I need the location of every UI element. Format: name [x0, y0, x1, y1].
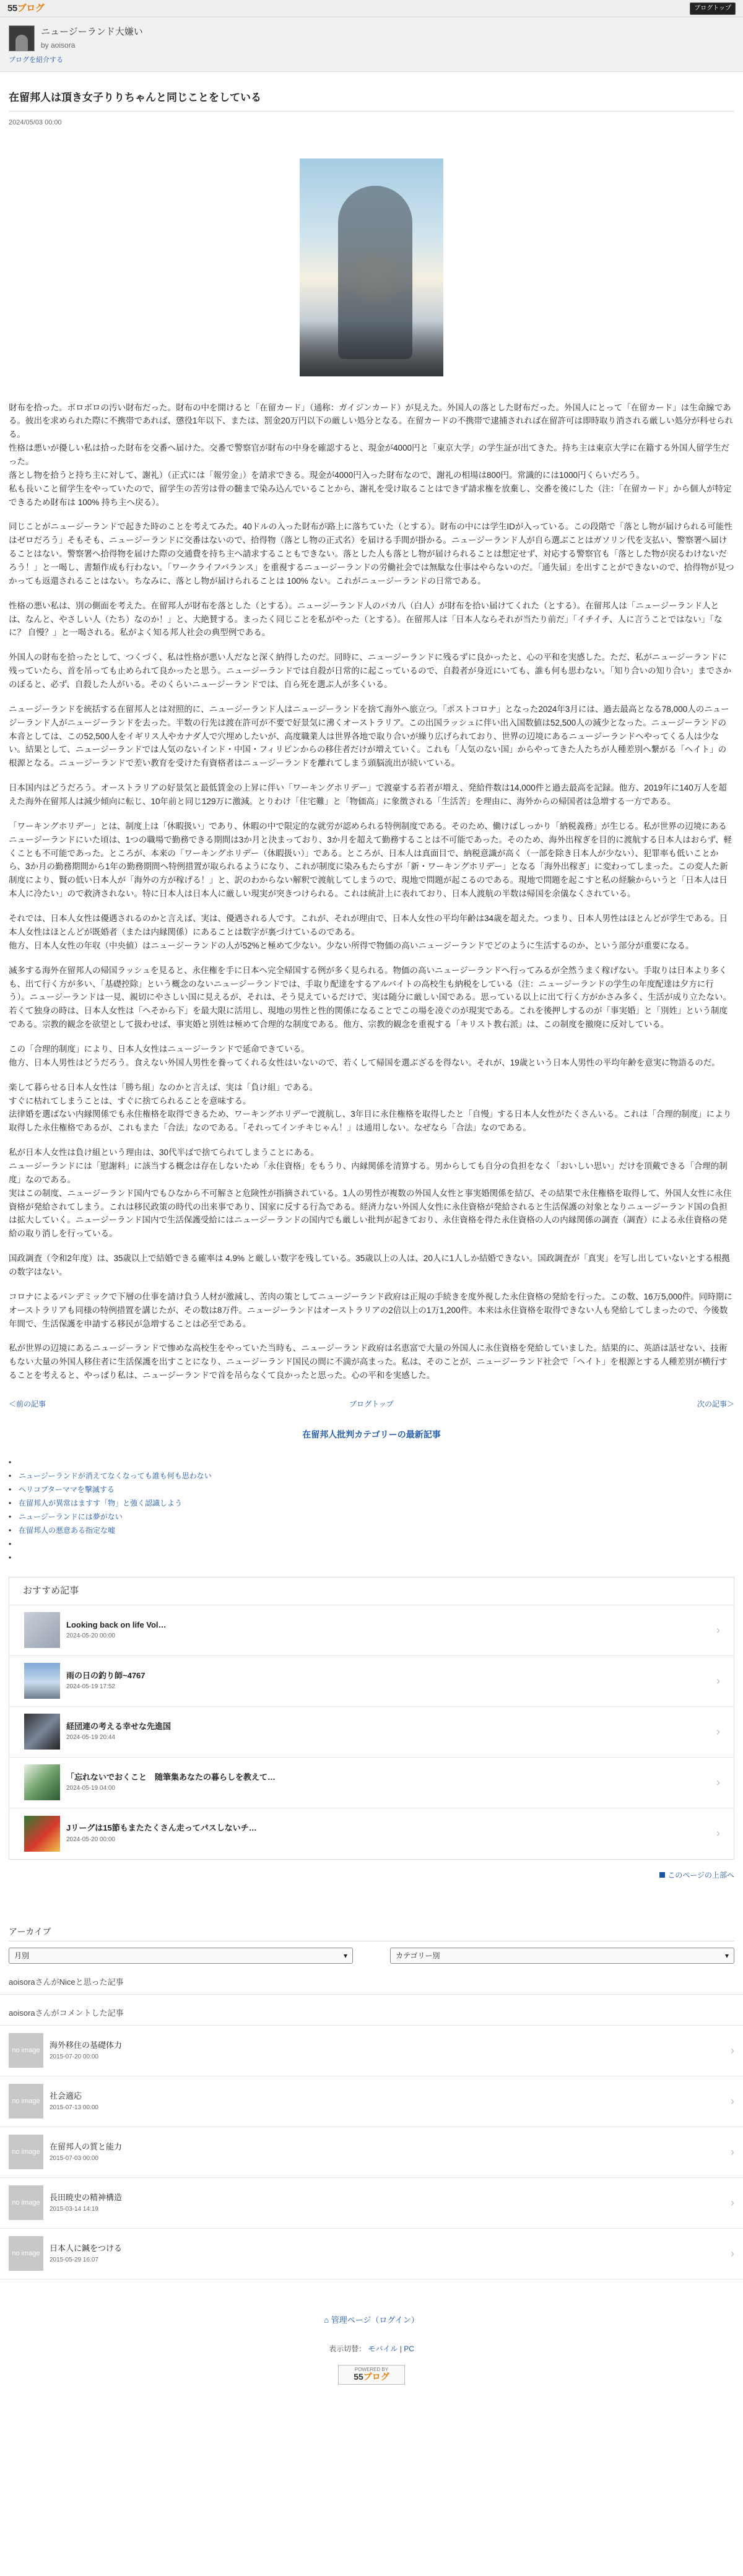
article-date: 2024/05/03 00:00: [9, 118, 62, 126]
category-article-list: [0, 1455, 743, 1564]
category-article-link[interactable]: ニュージーランドが消えてなくなっても誰も何も思わない: [19, 1471, 212, 1480]
archive-category-select[interactable]: [390, 1948, 734, 1964]
nice-articles-heading: aoisoraさんがNiceと思った記事: [0, 1976, 743, 1995]
commented-articles-heading: aoisoraさんがコメントした記事: [0, 2007, 743, 2026]
article-thumbnail[interactable]: [24, 1816, 60, 1852]
article-paragraph: [9, 1342, 734, 1382]
no-image-placeholder: no image: [9, 2185, 43, 2220]
category-article-link[interactable]: 在留邦人が異常はますす「物」と強く認識しよう: [19, 1498, 183, 1507]
article-paragraph: [9, 1043, 734, 1070]
article: [0, 72, 743, 1382]
article-paragraph: [9, 964, 734, 1031]
paragraph-line: 滅多する海外在留邦人の帰国ラッシュを見ると、永住権を手に日本へ完全帰国する例が多く見られる。物価の高いニュージーランドへ行ってみるが全然うまく稼げない。手取りは日本より多くも、出て行く方が多い、「基礎控除」という概念のないニュージーランドでは、手取り配達をするアルバイトの高校生も納税をしている（注：ニュージーランドの学生の年度配達は夕方に行う）。ニュージーランドは一見、親切にやさしい国に見えるが、それは、そう見えているだけで、実は随分に厳しい国である。思っている以上に出て行く方がかさみ多く、生活が成り立たない。若くて独身の時は、日本人女性は「ヘそから下」を最大限に活用し、現地の男性と性的関係になることでこの場を凌ぐのが現実である。これを後押しするのが「事実婚」と「別姓」という制度である。宗教的観念を欲望として扱わせば、事実婚と別姓は極めて合理的な制度である。他方、宗教的観念を重視する「キリスト教右派」は、この制度を撤廃に反対している。: [9, 965, 731, 1030]
commented-date: 2015-05-29 16:07: [50, 2256, 98, 2263]
category-article-item: [9, 1483, 734, 1496]
bullet-icon: •: [9, 1498, 12, 1507]
mobile-view-link[interactable]: モバイル: [368, 2344, 398, 2353]
recommended-item[interactable]: [9, 1656, 734, 1707]
paragraph-line: 性格は悪いが優しい私は拾った財布を交番へ届けた。交番で警察官が財布の中身を確認すると、現金が4000円と「東京大学」の学生証が出てきた。持ち主は東京大学に在籍する外国人留学生だった。: [9, 443, 730, 466]
article-paragraph: [9, 1146, 734, 1241]
article-body: [9, 401, 734, 1382]
article-paragraph: [9, 1081, 734, 1135]
blog-name[interactable]: ニュージーランド大嫌い: [41, 27, 143, 37]
commented-title[interactable]: 海外移住の基礎体力: [50, 2040, 123, 2050]
paragraph-line: 性格の悪い私は、別の側面を考えた。在留邦人が財布を落とした（とする）。ニュージーランド人のバカ八（白人）が財布を拾い届けてくれた（とする）。在留邦人は「ニュージーランド人とは、なんと、やさしい人（たち）なのか！」と、大絶賛する。まったく同じことを私がやった（とする）。在留邦人は「日本人ならそれが当たり前だ」「イチイチ、人に言うことではない」「なに？ 自慢？」と一喝される。私がよく知る邦人社会の典型例である。: [9, 601, 723, 638]
commented-item[interactable]: [0, 2178, 743, 2229]
footer-logo-text: 55ブログ: [354, 2372, 389, 2382]
chevron-right-icon: ›: [716, 1827, 720, 1840]
category-article-link[interactable]: ヘリコプターママを撃滅する: [19, 1485, 115, 1494]
category-latest-title[interactable]: 在留邦人批判カテゴリーの最新記事: [302, 1429, 441, 1440]
monthly-select-value: 月別: [14, 1951, 30, 1960]
bullet-icon: •: [9, 1485, 12, 1494]
recommended-date: 2024-05-19 20:44: [66, 1734, 115, 1741]
chevron-right-icon: ›: [731, 2247, 734, 2260]
paragraph-line: 実はこの制度、ニュージーランド国内でもひなから不可解さと危険性が指摘されている。1人の男性が複数の外国人女性と事実婚関係を結び、その結果で永住権格を取得して、外国人女性に永住資格が発給されてしまう。これは移民政策の時代の出来事であり、国家に反する行為である。経済力ない外国人女性に永住資格が発給されると生活保護の対象となりニュージーランド国の負担は拡大していく。ニュージーランド国内で生活保護受給にはニュージーランドの国内でも厳しい批判が起きており、永住資格を得た永住資格の人の内縁関係の調査（調査）による永住資格の発給の取り消しを行っている。: [9, 1188, 732, 1239]
paragraph-line: 同じことがニュージーランドで起きた時のことを考えてみた。40ドルの入った財布が路上に落ちていた（とする）。財布の中には学生IDが入っている。この段階で「落とし物が届けられる可能性はゼロだろう」そもそも、ニュージーランドに交番はないので、拾得物（落とし物の正式名）を届ける手間が掛かる。ニュージーランド人が自ら選ぶことはガソリン代を支払い、警察署へ届けることはない。警察署へ拾得物を届けた際の交通費を持ち主へ請求することもできない。落とした人も落とし物が届けられることは想定せず、対応する警察官も「落とした物が戻るわけないだろう！」と一喝し、書類作成も行わない。「ワークライフバランス」を重視するニュージーランドの労働社会では無駄な仕事はやらないのだ。「通失届」を出すことができないので、拾得物が見つかっても返還されることはない。ちなみに、落とし物が届けられることは 100% ない。これがニュージーランドの日常である。: [9, 522, 734, 586]
archive-monthly-select[interactable]: [9, 1948, 353, 1964]
article-thumbnail[interactable]: [24, 1764, 60, 1800]
commented-articles-list: [0, 2026, 743, 2279]
chevron-right-icon: ›: [716, 1725, 720, 1738]
article-paragraph: [9, 520, 734, 588]
recommended-articles: [9, 1577, 734, 1860]
bullet-icon: •: [9, 1525, 12, 1535]
commented-title[interactable]: 長田暁史の精神構造: [50, 2192, 123, 2202]
recommended-date: 2024-05-20 00:00: [66, 1633, 115, 1640]
chevron-right-icon: ›: [716, 1674, 720, 1687]
article-title: 在留邦人は頂き女子りりちゃんと同じことをしている: [9, 72, 734, 111]
category-article-item: [9, 1510, 734, 1524]
powered-by-text: POWERED BY: [354, 2367, 389, 2373]
paragraph-line: すぐに枯れてしまうことは、すぐに捨てられることを意味する。: [9, 1096, 251, 1106]
recommended-title[interactable]: Looking back on life Vol…: [66, 1620, 167, 1629]
tree-silhouette: [300, 321, 443, 376]
article-thumbnail[interactable]: [24, 1663, 60, 1699]
article-paragraph: [9, 781, 734, 809]
paragraph-line: 財布を拾った。ボロボロの汚い財布だった。財布の中を開けると「在留カード」（通称：ガイジンカード）が見えた。外国人の落とした財布だった。外国人にとって「在留カード」は生命線である。彼出を求められた際に不携帯であれば、懲役1年以下、または、罰金20万円以下の厳しい処分となる。在留カードの不携帯で逮捕されれば在留許可は即時取り消される厳しい処分が科せられる。: [9, 402, 734, 440]
commented-item[interactable]: [0, 2026, 743, 2076]
article-paragraph: [9, 912, 734, 953]
chevron-right-icon: ›: [731, 2044, 734, 2057]
footer-logo[interactable]: [338, 2365, 405, 2385]
commented-title[interactable]: 社会適応: [50, 2091, 82, 2101]
no-image-placeholder: no image: [9, 2236, 43, 2271]
recommended-date: 2024-05-20 00:00: [66, 1836, 115, 1843]
article-thumbnail[interactable]: [24, 1612, 60, 1648]
chevron-right-icon: ›: [731, 2196, 734, 2209]
article-paragraph: [9, 820, 734, 901]
article-paragraph: [9, 1252, 734, 1279]
category-article-item: [9, 1469, 734, 1483]
recommended-item[interactable]: [9, 1758, 734, 1808]
recommended-item[interactable]: [9, 1707, 734, 1758]
no-image-placeholder: no image: [9, 2033, 43, 2068]
article-paragraph: [9, 1290, 734, 1331]
article-paragraph: [9, 651, 734, 692]
no-image-placeholder: no image: [9, 2084, 43, 2118]
admin-login-link[interactable]: 管理ページ（ログイン）: [331, 2315, 419, 2325]
no-image-placeholder: no image: [9, 2135, 43, 2169]
article-paragraph: [9, 401, 734, 510]
chevron-right-icon: ›: [731, 2094, 734, 2107]
recommended-item[interactable]: [9, 1605, 734, 1656]
paragraph-line: 楽して暮らせる日本人女性は「勝ち組」なのかと言えば、実は「負け組」である。: [9, 1082, 318, 1092]
paragraph-line: 法律婚を選ばない内縁関係でも永住権格を取得できるため、ワーキングホリデーで渡航し、3年目に永住権格を取得したと「自慢」する日本人女性がたくさんいる。これは「合理的制度」により取得した永住権格であるが、これもまた「合法」なのである。「それってインチキじゃん！」は通用しない。なぜなら「合法」なのである。: [9, 1109, 732, 1133]
recommended-heading: おすすめ記事: [9, 1577, 734, 1605]
recommended-item[interactable]: [9, 1808, 734, 1859]
chevron-right-icon: ›: [731, 2145, 734, 2158]
bullet-icon: •: [9, 1471, 12, 1480]
paragraph-line: 私も長いこと留学生をやっていたので、留学生の苦労は骨の髄まで染み込んでいることから、謝礼を受け取ることはできず請求権を放棄し、交番を後にした（注：「在留カード」から個人が特定できるため財布は 100% 持ち主へ戻る）。: [9, 484, 732, 507]
archive-heading: アーカイブ: [9, 1925, 734, 1941]
paragraph-line: この「合理的制度」により、日本人女性はニュージーランドで延命できている。: [9, 1044, 310, 1054]
site-logo[interactable]: 55ブログ: [7, 2, 45, 14]
page-top-row: [0, 1860, 743, 1881]
archive-section: [0, 1925, 743, 1964]
category-article-item: [9, 1496, 734, 1510]
paragraph-line: ニュージーランドを統括する在留邦人とは対照的に、ニュージーランド人はニュージーランドを捨て海外へ旅立つ。「ポストコロナ」となった2024年3月には、過去最高となる78,000人のニュージーランド人がニュージーランドを去った。半数の行先は渡在許可が不要で好景気に沸くオーストラリア。この出国ラッシュに伴い出入国数値は52,500人の減少となった。ニュージーランドの本音としては、この52,500人をイギリス人やカナダ人で穴埋めしたいが、高度職業人は世界各地で取り合いが繰り広げられており、世界の辺境にあるニュージーランドへやってくる人は少ない。結果として、ニュージーランドでは人気のないインド・中国・フィリピンからの移住者だけが増えていく。これも「人気のない国」からやってきた人たちが人種差別へ繋がる「ヘイト」の根源となる。ニュージーランドで差い教育を受けた有資格者はニュージーランドを離れてしまう頭脳流出が続いている。: [9, 704, 729, 768]
recommended-title[interactable]: 「忘れないでおくこと 随筆集あなたの暮らしを教えて…: [66, 1772, 276, 1782]
bullet-icon: •: [9, 1512, 12, 1521]
commented-title[interactable]: 日本人に鍼をつける: [50, 2243, 123, 2253]
list-bullet-empty: •: [9, 1457, 12, 1467]
prev-article-link[interactable]: ＜前の記事: [9, 1399, 46, 1408]
paragraph-line: 落とし物を拾うと持ち主に対して、謝礼）（正式には「報労金」）を請求できる。現金が4000円入った財布なので、謝礼の相場は800円。常識的には1000円くらいだろう。: [9, 470, 645, 480]
paragraph-line: コロナによるパンデミックで下層の仕事を請け負う人材が激減し、苦肉の策としてニュージーランド政府は正規の手続きを度外視した永住資格の発給を行った。この数、16万5,000件。同時期にオーストラリアも同様の特例措置を講じたが、その数は8万件。ニュージーランドはオーストラリアの2倍以上の1万1,200件。本来は永住資格を取得できない人も発給してしまったので、今後数年間で、生活保護を申請する移民が急増することは必至である。: [9, 1291, 732, 1329]
category-article-link[interactable]: 在留邦人の悪意ある指定な嘘: [19, 1525, 116, 1535]
recommended-title[interactable]: 経団連の考える幸せな先進国: [66, 1721, 172, 1731]
paragraph-line: 日本国内はどうだろう。オーストラリアの好景気と最低賃金の上昇に伴い「ワーキングホリデー」で渡豪する若者が増え、発給件数は14,000件と過去最高を記録。他方、2019年に140万人を超えた海外在留邦人は減少傾向に転じ、10年前と同じ129万に激減。とりわけ「住宅難」と「物価高」に象徴される「生活苦」を理由に、海外からの帰国者は急増する一方である。: [9, 783, 727, 807]
introduce-blog-link[interactable]: ブログを紹介する: [9, 56, 63, 64]
article-pager: [0, 1399, 743, 1410]
category-article-item: [9, 1524, 734, 1537]
category-select-value: カテゴリー別: [396, 1951, 440, 1960]
commented-date: 2015-07-03 00:00: [50, 2154, 98, 2162]
chevron-right-icon: ›: [716, 1776, 720, 1789]
global-topbar: [0, 0, 743, 17]
chevron-down-icon: ▾: [343, 1951, 347, 1960]
commented-date: 2015-07-13 00:00: [50, 2104, 98, 2111]
article-hero-image[interactable]: [300, 158, 443, 376]
commented-date: 2015-07-20 00:00: [50, 2053, 98, 2060]
paragraph-line: ニュージーランドには「慰謝料」に該当する概念は存在しないため「永住資格」をもうり、内縁関係を清算する。男からしても自分の負担をなく「おいしい思い」だけを頂戴できる「合理的制度」なのである。: [9, 1161, 728, 1184]
recommended-title[interactable]: Jリーグは15節もまたたくさん走ってパスしないチ…: [66, 1823, 257, 1833]
article-paragraph: [9, 703, 734, 770]
blog-header: [0, 17, 743, 72]
recommended-date: 2024-05-19 04:00: [66, 1785, 115, 1792]
blog-author: by aoisora: [41, 41, 76, 50]
commented-date: 2015-03-14 14:19: [50, 2205, 98, 2213]
paragraph-line: 私が日本人女性は負け組という理由は、30代半ばで捨てられてしまうことにある。: [9, 1148, 319, 1158]
display-separator: |: [399, 2344, 402, 2353]
list-bullet-empty: •: [9, 1553, 12, 1562]
article-paragraph: [9, 599, 734, 640]
house-icon: ⌂: [324, 2315, 329, 2325]
paragraph-line: それでは、日本人女性は優遇されるのかと言えば、実は、優遇される人です。これが、それが理由で、日本人女性の平均年齢は34歳を超えた。つまり、日本人男性はほとんどが学生である。日本人女性はほとんどが既婚者（または内縁関係）にあることは数字が裏づけているのである。: [9, 914, 728, 937]
display-switch: [0, 2343, 743, 2355]
recommended-title[interactable]: 雨の日の釣り師~4767: [66, 1670, 146, 1680]
paragraph-line: 私が世界の辺境にあるニュージーランドで惨めな高校生をやっていた当時も、ニュージーランド政府は名恵富で大量の外国人に永住資格を発給していました。結果的に、英語は話せない、技術もない大量の外国人移住者に生活保護を出すことになり、ニュージーランド国民の間に不満が高まった。私は、そのことが、ニュージーランド社会で「ヘイト」を根源とする人種差別が横行することを考えると、やっぱり私は、ニュージーランドで首を吊らなくて良かったと思った。心の平和を実感した。: [9, 1343, 728, 1381]
pc-view-link[interactable]: PC: [404, 2344, 414, 2353]
paragraph-line: 他方、日本人女性の年収（中央値）はニュージーランドの人が52%と極めて少ない。少ない所得で物価の高いニュージーランドでどのように生活するのか、という部分が重要になる。: [9, 940, 694, 950]
paragraph-line: 外国人の財布を拾ったとして、つくづく、私は性格が悪い人だなと深く納得したのだ。同時に、ニュージーランドに残るずに良かったと、心の平和を実感した。ただ、私がニュージーランドに残っていたら、首を吊っても止められて良かったと思う。ニュージーランドでは自殺が日常的に起こっているので、自殺者が身近にいても、誰も何も思わない。「知り合いの知り合い」までさかのぼると、必ず、自殺した人がいる。そのくらいニュージーランドでは、自ら死を選ぶ人が多くいる。: [9, 653, 731, 690]
square-icon: [659, 1872, 665, 1878]
next-article-link[interactable]: 次の記事＞: [697, 1399, 734, 1408]
blog-top-link[interactable]: ブログトップ: [349, 1399, 394, 1408]
blog-top-button[interactable]: ブログトップ: [690, 2, 736, 15]
commented-item[interactable]: [0, 2076, 743, 2127]
chevron-right-icon: ›: [716, 1623, 720, 1636]
list-bullet-empty: •: [9, 1539, 12, 1548]
chevron-down-icon: ▾: [724, 1951, 729, 1960]
admin-row: [0, 2314, 743, 2327]
commented-title[interactable]: 在留邦人の質と能力: [50, 2141, 123, 2151]
avatar[interactable]: [9, 25, 35, 51]
commented-item[interactable]: [0, 2229, 743, 2279]
recommended-date: 2024-05-19 17:52: [66, 1683, 115, 1691]
paragraph-line: 「ワーキングホリデー」とは、制度上は「休暇扱い」であり、休暇の中で限定的な就労が認められる特例制度である。そのため、働けばしっかり「納税義務」が生じる。私が世界の辺境にあるニュージーランドにいた頃は、1つの職場で勤務できる期間は3か月と決まっており、3か月を超えて勤務することは不可能であった。そのため、海外出稼ぎを目的に渡航する日本人はおらず、軽くことも不可能であった。ところが、本来の「ワーキングホリデー（休暇扱い）」である。ところが、日本人は真面目で、納税意識が高く（一部を除き日本人が少ない）、犯罪率も低いことから、3か月の勤務期間から1年の勤務期間へ特例措置が取られるようになり、これが制度に染みもたらすが「新・ワーキングホリデー」となる「海外出稼ぎ」に変わってしまった。この変人た新制度により、賢の低い日本人が「海外の方が稼げる！」と、訳のわからない解釈で渡航してしまうので、現地で問題が起こるのである。現地で問題を起こすと私の経験からいうと「日本人は日本人に冷たい」ので救済されない。特に日本人は日本人に厳しい現実が突きつけられる。これは統計上に表れており、日本人渡航の半数は帰国を余儀なくされている。: [9, 821, 732, 899]
paragraph-line: 他方、日本人男性はどうだろう。食えない外国人男性を養ってくれる女性はいないので、若くして帰国を選ぶざるを得ない。それが、19歳という日本人男性の平均年齢を意実に物語るのだ。: [9, 1057, 720, 1067]
paragraph-line: 国政調査（令和2年度）は、35歳以上で結婚できる確率は 4.9% と厳しい数字を残している。35歳以上の人は、20人に1人しか結婚できない。国政調査が「真実」を写し出していないとする根拠の数字はない。: [9, 1254, 730, 1277]
display-switch-label: 表示切替：: [329, 2344, 367, 2353]
page-top-link[interactable]: このページの上部へ: [667, 1870, 734, 1880]
category-article-link[interactable]: ニュージーランドには夢がない: [19, 1512, 123, 1521]
article-thumbnail[interactable]: [24, 1714, 60, 1750]
commented-item[interactable]: [0, 2127, 743, 2178]
